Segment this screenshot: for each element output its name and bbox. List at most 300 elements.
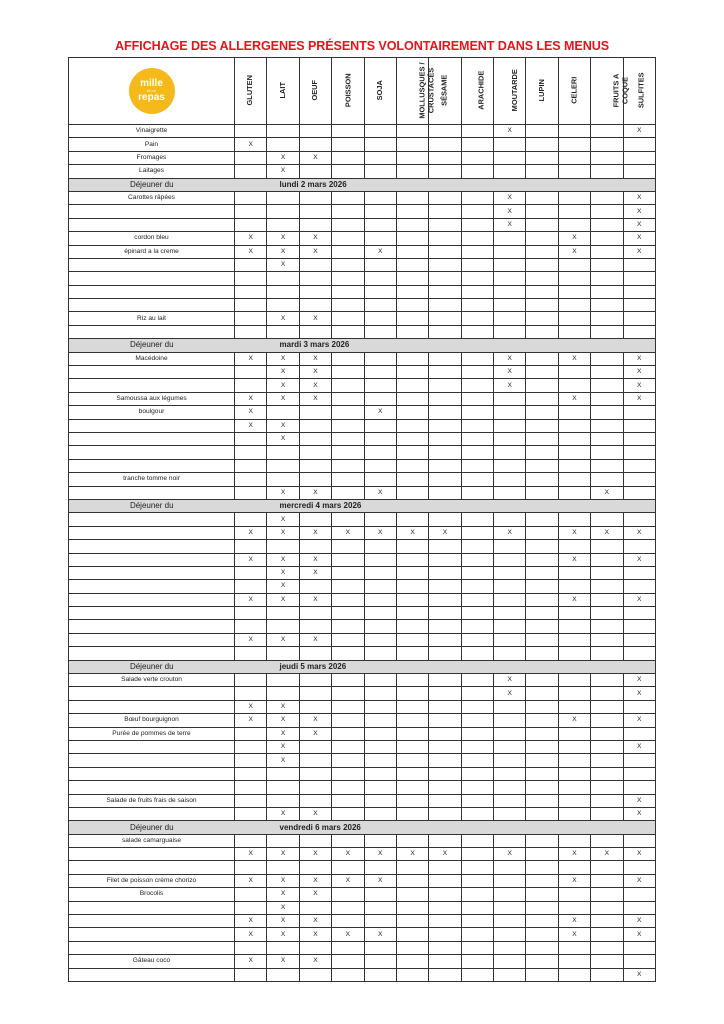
allergen-mark: X xyxy=(267,366,299,379)
table-header-row xyxy=(69,58,656,125)
allergen-mark: X xyxy=(267,258,299,271)
allergen-mark xyxy=(591,781,623,794)
allergen-mark xyxy=(526,955,558,968)
allergen-mark: X xyxy=(494,205,526,218)
allergen-mark: X xyxy=(267,874,299,887)
allergen-mark xyxy=(558,968,590,981)
allergen-mark xyxy=(591,580,623,593)
column-header-label: MOLLUSQUES / CRUSTACÉS xyxy=(417,62,435,119)
dish-name xyxy=(69,620,235,633)
logo-text: et un xyxy=(147,88,156,93)
allergen-mark xyxy=(461,915,493,928)
table-row xyxy=(69,419,656,432)
allergen-mark xyxy=(591,379,623,392)
allergen-mark xyxy=(591,258,623,271)
allergen-mark xyxy=(396,941,428,954)
allergen-mark xyxy=(591,941,623,954)
allergen-mark: X xyxy=(623,218,656,231)
table-row xyxy=(69,299,656,312)
allergen-mark xyxy=(591,834,623,847)
allergen-mark: X xyxy=(267,700,299,713)
allergen-mark xyxy=(396,285,428,298)
allergen-mark xyxy=(396,513,428,526)
allergen-mark xyxy=(364,781,396,794)
allergen-mark xyxy=(429,299,461,312)
allergen-mark xyxy=(396,566,428,579)
allergen-mark xyxy=(461,740,493,753)
allergen-mark xyxy=(299,285,331,298)
allergen-mark xyxy=(526,767,558,780)
allergen-mark xyxy=(461,406,493,419)
allergen-mark xyxy=(429,700,461,713)
allergen-mark xyxy=(332,700,364,713)
allergen-mark: X xyxy=(558,232,590,245)
table-row xyxy=(69,540,656,553)
allergen-mark xyxy=(558,151,590,164)
allergen-mark xyxy=(494,754,526,767)
allergen-mark xyxy=(526,432,558,445)
dish-name xyxy=(69,580,235,593)
dish-name: épinard a la creme xyxy=(69,245,235,258)
allergen-mark xyxy=(429,125,461,138)
table-row xyxy=(69,633,656,646)
allergen-mark xyxy=(332,486,364,499)
column-header-label: FRUITS A COQUE xyxy=(611,73,630,108)
allergen-mark xyxy=(332,258,364,271)
allergen-mark xyxy=(332,727,364,740)
allergen-mark xyxy=(623,901,656,914)
allergen-mark xyxy=(461,647,493,660)
allergen-mark xyxy=(299,674,331,687)
allergen-mark xyxy=(396,459,428,472)
allergen-mark: X xyxy=(591,486,623,499)
allergen-mark: X xyxy=(623,740,656,753)
allergen-mark xyxy=(332,888,364,901)
allergen-mark xyxy=(396,540,428,553)
allergen-mark xyxy=(591,473,623,486)
allergen-mark xyxy=(494,165,526,178)
allergen-mark: X xyxy=(299,312,331,325)
allergen-mark xyxy=(494,607,526,620)
allergen-mark xyxy=(591,593,623,606)
allergen-mark: X xyxy=(267,486,299,499)
allergen-mark xyxy=(461,700,493,713)
allergen-mark xyxy=(364,593,396,606)
allergen-mark xyxy=(332,272,364,285)
allergen-mark xyxy=(526,553,558,566)
dish-name xyxy=(69,767,235,780)
allergen-mark: X xyxy=(235,232,267,245)
allergen-mark: X xyxy=(558,245,590,258)
allergen-mark xyxy=(558,807,590,820)
allergen-mark: X xyxy=(267,526,299,539)
allergen-mark xyxy=(364,312,396,325)
allergen-mark xyxy=(396,205,428,218)
allergen-mark: X xyxy=(332,874,364,887)
allergen-mark xyxy=(558,955,590,968)
allergen-mark: X xyxy=(591,526,623,539)
allergen-mark xyxy=(558,285,590,298)
allergen-mark xyxy=(267,473,299,486)
allergen-mark xyxy=(299,794,331,807)
allergen-mark xyxy=(235,647,267,660)
allergen-mark xyxy=(429,727,461,740)
allergen-mark xyxy=(526,794,558,807)
allergen-mark xyxy=(494,486,526,499)
allergen-mark xyxy=(364,767,396,780)
dish-name: tranche tomme noir xyxy=(69,473,235,486)
allergen-mark xyxy=(494,151,526,164)
allergen-mark xyxy=(623,138,656,151)
allergen-mark xyxy=(494,915,526,928)
allergen-mark: X xyxy=(299,566,331,579)
allergen-mark xyxy=(396,968,428,981)
allergen-mark xyxy=(364,794,396,807)
allergen-mark xyxy=(299,607,331,620)
allergen-mark xyxy=(558,754,590,767)
section-label: Déjeuner du xyxy=(69,499,235,512)
allergen-mark xyxy=(235,941,267,954)
allergen-mark xyxy=(494,432,526,445)
dish-name xyxy=(69,700,235,713)
dish-name: Filet de poisson crème chorizo xyxy=(69,874,235,887)
column-header-label: GLUTEN xyxy=(245,75,255,106)
allergen-mark xyxy=(364,459,396,472)
allergen-mark xyxy=(299,125,331,138)
allergen-mark xyxy=(461,834,493,847)
allergen-mark xyxy=(558,205,590,218)
allergen-mark: X xyxy=(558,915,590,928)
allergen-mark xyxy=(461,941,493,954)
allergen-mark xyxy=(461,861,493,874)
allergen-mark xyxy=(526,218,558,231)
allergen-mark xyxy=(267,781,299,794)
allergen-mark xyxy=(299,205,331,218)
allergen-mark: X xyxy=(494,218,526,231)
allergen-mark xyxy=(235,607,267,620)
allergen-mark xyxy=(235,888,267,901)
allergen-mark xyxy=(429,366,461,379)
allergen-mark xyxy=(461,874,493,887)
allergen-mark xyxy=(623,513,656,526)
day-section-header xyxy=(69,499,656,512)
allergen-mark: X xyxy=(267,727,299,740)
allergen-mark xyxy=(494,714,526,727)
allergen-mark xyxy=(461,687,493,700)
table-row xyxy=(69,888,656,901)
table-row xyxy=(69,486,656,499)
allergen-mark xyxy=(558,366,590,379)
allergen-mark xyxy=(364,687,396,700)
allergen-mark xyxy=(526,299,558,312)
allergen-mark xyxy=(299,165,331,178)
allergen-mark xyxy=(267,620,299,633)
day-section-header xyxy=(69,660,656,673)
allergen-mark xyxy=(396,767,428,780)
dish-name: Riz au lait xyxy=(69,312,235,325)
allergen-mark xyxy=(364,941,396,954)
allergen-mark xyxy=(526,674,558,687)
allergen-mark xyxy=(461,325,493,338)
allergen-mark: X xyxy=(299,928,331,941)
allergen-mark xyxy=(591,285,623,298)
allergen-mark xyxy=(364,968,396,981)
allergen-mark xyxy=(332,513,364,526)
allergen-mark xyxy=(623,647,656,660)
allergen-mark xyxy=(267,647,299,660)
allergen-mark: X xyxy=(267,379,299,392)
allergen-mark xyxy=(364,607,396,620)
allergen-mark xyxy=(429,915,461,928)
allergen-mark xyxy=(396,325,428,338)
table-row xyxy=(69,446,656,459)
allergen-mark: X xyxy=(623,366,656,379)
allergen-mark: X xyxy=(623,379,656,392)
allergen-mark xyxy=(494,834,526,847)
allergen-mark xyxy=(299,138,331,151)
allergen-mark xyxy=(235,258,267,271)
allergen-mark xyxy=(461,312,493,325)
allergen-mark: X xyxy=(623,232,656,245)
allergen-mark xyxy=(461,245,493,258)
allergen-mark xyxy=(267,607,299,620)
allergen-mark: X xyxy=(332,526,364,539)
allergen-mark: X xyxy=(299,232,331,245)
column-header xyxy=(235,58,267,125)
allergen-mark xyxy=(332,915,364,928)
allergen-mark xyxy=(558,901,590,914)
allergen-mark xyxy=(332,754,364,767)
table-row xyxy=(69,848,656,861)
allergen-mark xyxy=(623,165,656,178)
allergen-mark xyxy=(396,312,428,325)
allergen-mark: X xyxy=(235,553,267,566)
allergen-mark: X xyxy=(364,874,396,887)
allergen-mark xyxy=(267,285,299,298)
allergen-mark xyxy=(332,325,364,338)
allergen-mark xyxy=(332,807,364,820)
allergen-mark xyxy=(526,915,558,928)
allergen-mark xyxy=(591,767,623,780)
allergen-mark xyxy=(235,727,267,740)
allergen-mark xyxy=(558,941,590,954)
allergen-mark xyxy=(396,272,428,285)
allergen-mark: X xyxy=(299,848,331,861)
allergen-mark xyxy=(591,218,623,231)
allergen-mark xyxy=(332,406,364,419)
section-date: mardi 3 mars 2026 xyxy=(235,339,656,352)
allergen-mark: X xyxy=(623,807,656,820)
table-row xyxy=(69,593,656,606)
table-row xyxy=(69,955,656,968)
allergen-mark xyxy=(591,406,623,419)
allergen-mark xyxy=(591,807,623,820)
allergen-mark xyxy=(623,888,656,901)
allergen-mark xyxy=(332,138,364,151)
column-header-label: LAIT xyxy=(277,82,287,99)
column-header-label: ARACHIDE xyxy=(475,70,485,110)
allergen-mark xyxy=(461,848,493,861)
table-row xyxy=(69,687,656,700)
allergen-mark xyxy=(429,714,461,727)
allergen-mark xyxy=(396,232,428,245)
allergen-mark xyxy=(558,446,590,459)
allergen-mark xyxy=(299,767,331,780)
allergen-mark xyxy=(429,834,461,847)
table-row xyxy=(69,473,656,486)
column-header-label: SOJA xyxy=(374,80,384,101)
allergen-mark: X xyxy=(299,486,331,499)
allergen-mark xyxy=(526,647,558,660)
allergen-mark xyxy=(396,714,428,727)
allergen-mark: X xyxy=(299,366,331,379)
allergen-mark xyxy=(364,165,396,178)
allergen-mark xyxy=(364,901,396,914)
allergen-mark xyxy=(526,633,558,646)
allergen-mark xyxy=(364,566,396,579)
allergen-mark xyxy=(623,258,656,271)
allergen-mark xyxy=(591,232,623,245)
allergen-mark xyxy=(591,700,623,713)
allergen-mark: X xyxy=(494,687,526,700)
allergen-mark xyxy=(623,566,656,579)
allergen-mark xyxy=(558,473,590,486)
allergen-mark xyxy=(526,901,558,914)
allergen-mark xyxy=(591,513,623,526)
allergen-mark xyxy=(396,486,428,499)
allergen-mark xyxy=(558,272,590,285)
allergen-mark: X xyxy=(235,633,267,646)
allergen-mark xyxy=(461,794,493,807)
allergen-mark xyxy=(235,299,267,312)
allergen-mark xyxy=(364,218,396,231)
allergen-mark: X xyxy=(267,553,299,566)
allergen-mark xyxy=(461,607,493,620)
allergen-mark: X xyxy=(364,406,396,419)
allergen-mark xyxy=(526,700,558,713)
allergen-mark xyxy=(623,272,656,285)
allergen-mark xyxy=(364,473,396,486)
allergen-mark xyxy=(364,553,396,566)
dish-name xyxy=(69,633,235,646)
allergen-mark xyxy=(267,272,299,285)
allergen-mark xyxy=(235,740,267,753)
section-date: lundi 2 mars 2026 xyxy=(235,178,656,191)
allergen-mark: X xyxy=(494,848,526,861)
allergen-mark xyxy=(267,191,299,204)
allergen-mark xyxy=(299,446,331,459)
column-header-label: OEUF xyxy=(310,79,320,101)
allergen-mark xyxy=(591,901,623,914)
allergen-mark xyxy=(429,165,461,178)
allergen-mark xyxy=(332,861,364,874)
allergen-mark xyxy=(364,807,396,820)
allergen-mark xyxy=(558,580,590,593)
allergen-mark xyxy=(364,540,396,553)
allergen-mark xyxy=(364,674,396,687)
allergen-mark xyxy=(526,446,558,459)
allergen-mark xyxy=(396,151,428,164)
allergen-mark xyxy=(396,258,428,271)
allergen-mark xyxy=(332,968,364,981)
allergen-mark xyxy=(461,526,493,539)
allergen-mark xyxy=(332,620,364,633)
allergen-mark xyxy=(267,941,299,954)
allergen-mark xyxy=(558,459,590,472)
allergen-mark xyxy=(623,419,656,432)
allergen-mark: X xyxy=(299,593,331,606)
allergen-mark xyxy=(299,299,331,312)
allergen-mark: X xyxy=(235,928,267,941)
allergen-mark xyxy=(299,700,331,713)
allergen-mark xyxy=(494,593,526,606)
allergen-mark xyxy=(494,138,526,151)
allergen-mark xyxy=(494,700,526,713)
allergen-mark xyxy=(461,258,493,271)
allergen-mark: X xyxy=(299,392,331,405)
allergen-mark: X xyxy=(558,848,590,861)
dish-name xyxy=(69,968,235,981)
allergen-mark xyxy=(429,941,461,954)
allergen-mark xyxy=(396,191,428,204)
allergen-mark xyxy=(429,754,461,767)
allergen-mark xyxy=(332,593,364,606)
allergen-mark xyxy=(461,553,493,566)
allergen-mark xyxy=(299,580,331,593)
allergen-mark xyxy=(429,392,461,405)
allergen-mark: X xyxy=(494,191,526,204)
allergen-mark: X xyxy=(299,727,331,740)
dish-name xyxy=(69,446,235,459)
column-header xyxy=(267,58,299,125)
allergen-mark: X xyxy=(299,714,331,727)
allergen-mark xyxy=(591,915,623,928)
allergen-mark xyxy=(267,968,299,981)
dish-name xyxy=(69,325,235,338)
allergen-mark xyxy=(429,540,461,553)
allergen-mark: X xyxy=(623,125,656,138)
allergen-mark xyxy=(396,727,428,740)
allergen-mark xyxy=(494,874,526,887)
mille-et-un-repas-logo xyxy=(129,68,175,114)
allergen-mark xyxy=(364,392,396,405)
allergen-mark xyxy=(364,432,396,445)
table-row xyxy=(69,874,656,887)
allergen-mark xyxy=(494,901,526,914)
column-header-label: SULFITES xyxy=(636,72,646,109)
allergen-mark xyxy=(429,888,461,901)
allergen-mark xyxy=(429,928,461,941)
allergen-mark xyxy=(461,781,493,794)
allergen-mark xyxy=(591,165,623,178)
allergen-mark xyxy=(235,165,267,178)
allergen-mark xyxy=(429,138,461,151)
table-row xyxy=(69,781,656,794)
allergen-mark xyxy=(396,915,428,928)
dish-name: Gâteau coco xyxy=(69,955,235,968)
allergen-mark: X xyxy=(267,888,299,901)
allergen-mark: X xyxy=(267,955,299,968)
allergen-mark: X xyxy=(235,848,267,861)
column-header-label: SÉSAME xyxy=(439,74,449,106)
allergen-mark xyxy=(526,714,558,727)
allergen-mark xyxy=(623,486,656,499)
table-row xyxy=(69,392,656,405)
allergen-mark xyxy=(526,165,558,178)
allergen-mark xyxy=(623,620,656,633)
dish-name: Brocolis xyxy=(69,888,235,901)
allergen-mark xyxy=(235,191,267,204)
